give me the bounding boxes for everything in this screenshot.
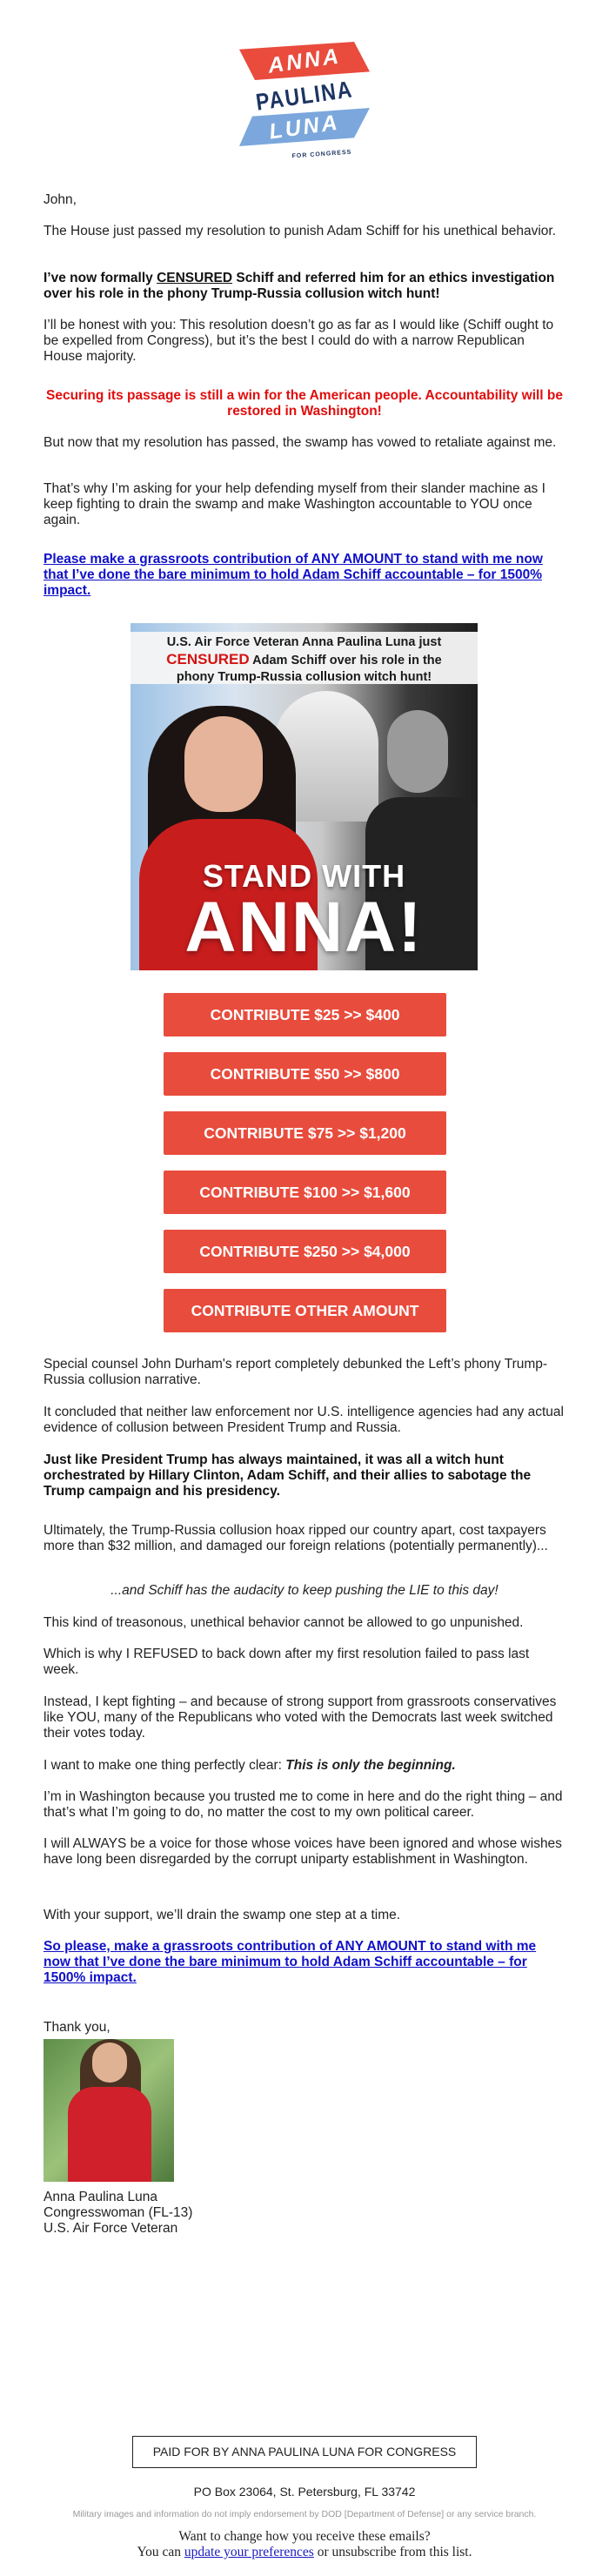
banner-line-3: phony Trump-Russia collusion witch hunt! bbox=[176, 670, 432, 684]
paragraph: Special counsel John Durham's report completely debunked the Left’s phony Trump-Russia collusion narrative. bbox=[44, 1357, 548, 1387]
greeting: John, bbox=[44, 192, 77, 207]
campaign-logo bbox=[239, 38, 370, 169]
paragraph: Which is why I REFUSED to back down after my first resolution failed to pass last week. bbox=[44, 1647, 530, 1677]
paragraph: It concluded that neither law enforcement nor U.S. intelligence agencies had any actual evidence of collusion between President Trump and Russia. bbox=[44, 1405, 564, 1435]
emphasis: This is only the beginning. bbox=[285, 1758, 456, 1773]
preferences-line bbox=[0, 2545, 609, 2560]
closing: Thank you, bbox=[44, 2020, 110, 2035]
red-top bbox=[68, 2087, 151, 2182]
text: I’ve now formally bbox=[44, 271, 157, 285]
paragraph: With your support, we’ll drain the swamp one step at a time. bbox=[44, 1908, 401, 1922]
contribute-250-button[interactable]: CONTRIBUTE $250 >> $4,000 bbox=[164, 1230, 446, 1273]
contribute-75-button[interactable]: CONTRIBUTE $75 >> $1,200 bbox=[164, 1111, 446, 1155]
logo-line-2: PAULINA bbox=[254, 76, 355, 116]
paragraph-bold bbox=[44, 271, 566, 302]
signature-block bbox=[44, 2190, 192, 2237]
paragraph: The House just passed my resolution to punish Adam Schiff for his unethical behavior. bbox=[44, 224, 557, 238]
logo-line-1: ANNA bbox=[266, 44, 343, 78]
face bbox=[92, 2043, 127, 2083]
donate-link-2[interactable]: So please, make a grassroots contribution of ANY AMOUNT to stand with me now that I’ve done the bare minimum to hold Adam Schiff accountable – for 1500% impact. bbox=[44, 1939, 537, 1985]
banner-line-2 bbox=[130, 651, 478, 669]
banner-line-1: U.S. Air Force Veteran Anna Paulina Luna just bbox=[166, 635, 442, 649]
banner-line-2-rest: Adam Schiff over his role in the bbox=[249, 654, 442, 667]
donate-link-1[interactable]: Please make a grassroots contribution of ANY AMOUNT to stand with me now that I’ve done the bare minimum to hold Adam Schiff accountable – for 1500% impact. bbox=[44, 552, 543, 598]
head bbox=[387, 710, 448, 793]
hero-banner bbox=[130, 632, 478, 684]
logo-line-3: LUNA bbox=[267, 110, 342, 144]
update-preferences-link[interactable]: update your preferences bbox=[184, 2545, 314, 2559]
contribute-other-button[interactable]: CONTRIBUTE OTHER AMOUNT bbox=[164, 1289, 446, 1332]
paragraph bbox=[44, 1758, 566, 1774]
paragraph: But now that my resolution has passed, the swamp has vowed to retaliate against me. bbox=[44, 435, 557, 450]
contribute-50-button[interactable]: CONTRIBUTE $50 >> $800 bbox=[164, 1052, 446, 1096]
red-callout: Securing its passage is still a win for the American people. Accountability will be restored in Washington! bbox=[45, 388, 564, 419]
paragraph: I’m in Washington because you trusted me to come in here and do the right thing – and that’s what I’m going to do, no matter the cost to my own political career. bbox=[44, 1789, 563, 1820]
contribute-25-button[interactable]: CONTRIBUTE $25 >> $400 bbox=[164, 993, 446, 1036]
hero-anna: ANNA! bbox=[184, 888, 424, 967]
paragraph: I will ALWAYS be a voice for those whose voices have been ignored and whose wishes have long been disregarded by the corrupt uniparty establishment in Washington. bbox=[44, 1836, 562, 1867]
signature-name: Anna Paulina Luna bbox=[44, 2190, 158, 2204]
preferences-block bbox=[0, 2529, 609, 2560]
logo-tagline: FOR CONGRESS bbox=[291, 149, 352, 160]
preferences-question: Want to change how you receive these emails? bbox=[178, 2529, 431, 2544]
text: I want to make one thing perfectly clear: bbox=[44, 1758, 286, 1773]
mailing-address: PO Box 23064, St. Petersburg, FL 33742 bbox=[193, 2485, 416, 2499]
censured-emphasis: CENSURED bbox=[157, 271, 233, 285]
banner-censured: CENSURED bbox=[166, 651, 250, 667]
military-disclaimer: Military images and information do not imply endorsement by DOD [Department of Defense] or any service branch. bbox=[72, 2509, 537, 2519]
face bbox=[184, 716, 263, 812]
hero-stand-with: STAND WITH bbox=[202, 858, 406, 894]
signature-subtitle: U.S. Air Force Veteran bbox=[44, 2221, 178, 2236]
paragraph: I’ll be honest with you: This resolution doesn’t go as far as I would like (Schiff ought to be expelled from Congress), but it’s the best I could do with a narrow Republican House majority. bbox=[44, 318, 554, 364]
signature-title: Congresswoman (FL-13) bbox=[44, 2205, 193, 2220]
paragraph: That’s why I’m asking for your help defending myself from their slander machine as I keep fighting to drain the swamp and make Washington accountable to YOU once again. bbox=[44, 481, 545, 527]
text: Schiff and referred him for an ethics investigation over his role in the phony Trump-Russia collusion witch hunt! bbox=[44, 271, 555, 301]
text: You can bbox=[137, 2545, 184, 2559]
signature-photo bbox=[44, 2039, 174, 2182]
paragraph: This kind of treasonous, unethical behavior cannot be allowed to go unpunished. bbox=[44, 1615, 524, 1630]
text: or unsubscribe from this list. bbox=[313, 2545, 472, 2559]
hero-image-stand-with-anna[interactable] bbox=[130, 623, 478, 970]
paid-for-disclaimer: PAID FOR BY ANNA PAULINA LUNA FOR CONGRESS bbox=[132, 2436, 477, 2468]
italic-callout: ...and Schiff has the audacity to keep pushing the LIE to this day! bbox=[110, 1583, 499, 1598]
paragraph: Ultimately, the Trump-Russia collusion hoax ripped our country apart, cost taxpayers more than $32 million, and damaged our foreign relations (potentially permanently)... bbox=[44, 1523, 548, 1553]
paragraph-bold: Just like President Trump has always maintained, it was all a witch hunt orchestrated by Hillary Clinton, Adam Schiff, and their allies to sabotage the Trump campaign and his presidency. bbox=[44, 1452, 532, 1499]
contribute-100-button[interactable]: CONTRIBUTE $100 >> $1,600 bbox=[164, 1171, 446, 1214]
paragraph: Instead, I kept fighting – and because of strong support from grassroots conservatives like YOU, many of the Republicans who voted with the Democrats last week switched their votes today. bbox=[44, 1694, 557, 1741]
